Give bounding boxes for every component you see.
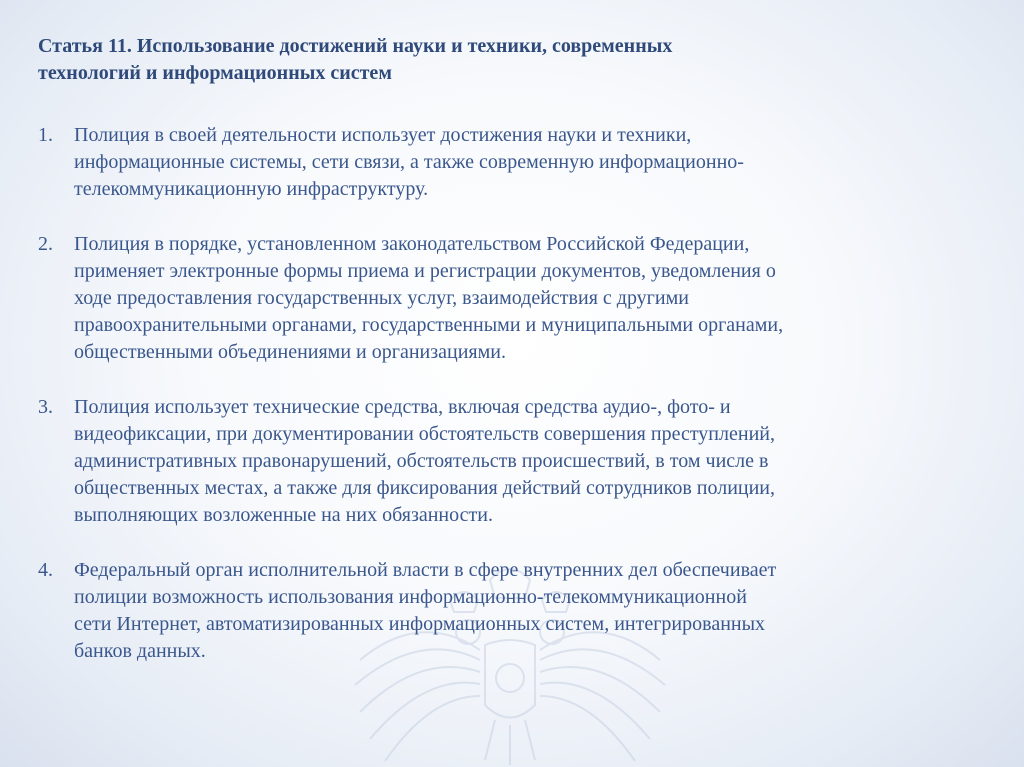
clause-line: Федеральный орган исполнительной власти в сфере внутренних дел обеспечивает: [74, 558, 777, 581]
clause-line: общественными объединениями и организациями.: [74, 341, 506, 364]
clause-line: Полиция в своей деятельности использует достижения науки и техники,: [74, 124, 692, 146]
clause-line: общественных местах, а также для фиксирования действий сотрудников полиции,: [74, 477, 776, 500]
clause-4: [38, 557, 998, 666]
clause-number: 2.: [38, 232, 53, 255]
clause-number: 1.: [38, 124, 53, 146]
clause-line: информационные системы, сети связи, а также современную информационно-: [74, 151, 744, 174]
clause-line: банков данных.: [74, 640, 206, 663]
article-title: [38, 33, 998, 87]
clause-line: применяет электронные формы приема и регистрации документов, уведомления о: [74, 259, 776, 282]
article-title-line-2: технологий и информационных систем: [38, 62, 392, 84]
clause-1: [38, 122, 998, 204]
clause-line: полиции возможность использования информационно-телекоммуникационной: [74, 585, 747, 608]
article-clauses: [38, 122, 998, 665]
clause-line: Полиция в порядке, установленном законодательством Российской Федерации,: [74, 232, 750, 255]
clause-number: 4.: [38, 558, 53, 581]
clause-number: 3.: [38, 395, 53, 418]
clause-line: сети Интернет, автоматизированных информационных систем, интегрированных: [74, 613, 766, 636]
clause-line: выполняющих возложенные на них обязанности.: [74, 504, 493, 527]
clause-line: правоохранительными органами, государственными и муниципальными органами,: [74, 314, 784, 337]
clause-3: [38, 394, 998, 530]
article-title-line-1: Статья 11. Использование достижений науки и техники, современных: [38, 35, 673, 57]
clause-2: [38, 231, 998, 367]
clause-line: Полиция использует технические средства, включая средства аудио-, фото- и: [74, 395, 731, 418]
clause-line: телекоммуникационную инфраструктуру.: [74, 178, 429, 201]
clause-line: административных правонарушений, обстоятельств происшествий, в том числе в: [74, 450, 769, 473]
article-content: [38, 33, 998, 692]
clause-line: видеофиксации, при документировании обстоятельств совершения преступлений,: [74, 422, 775, 445]
clause-line: ходе предоставления государственных услуг, взаимодействия с другими: [74, 287, 689, 310]
